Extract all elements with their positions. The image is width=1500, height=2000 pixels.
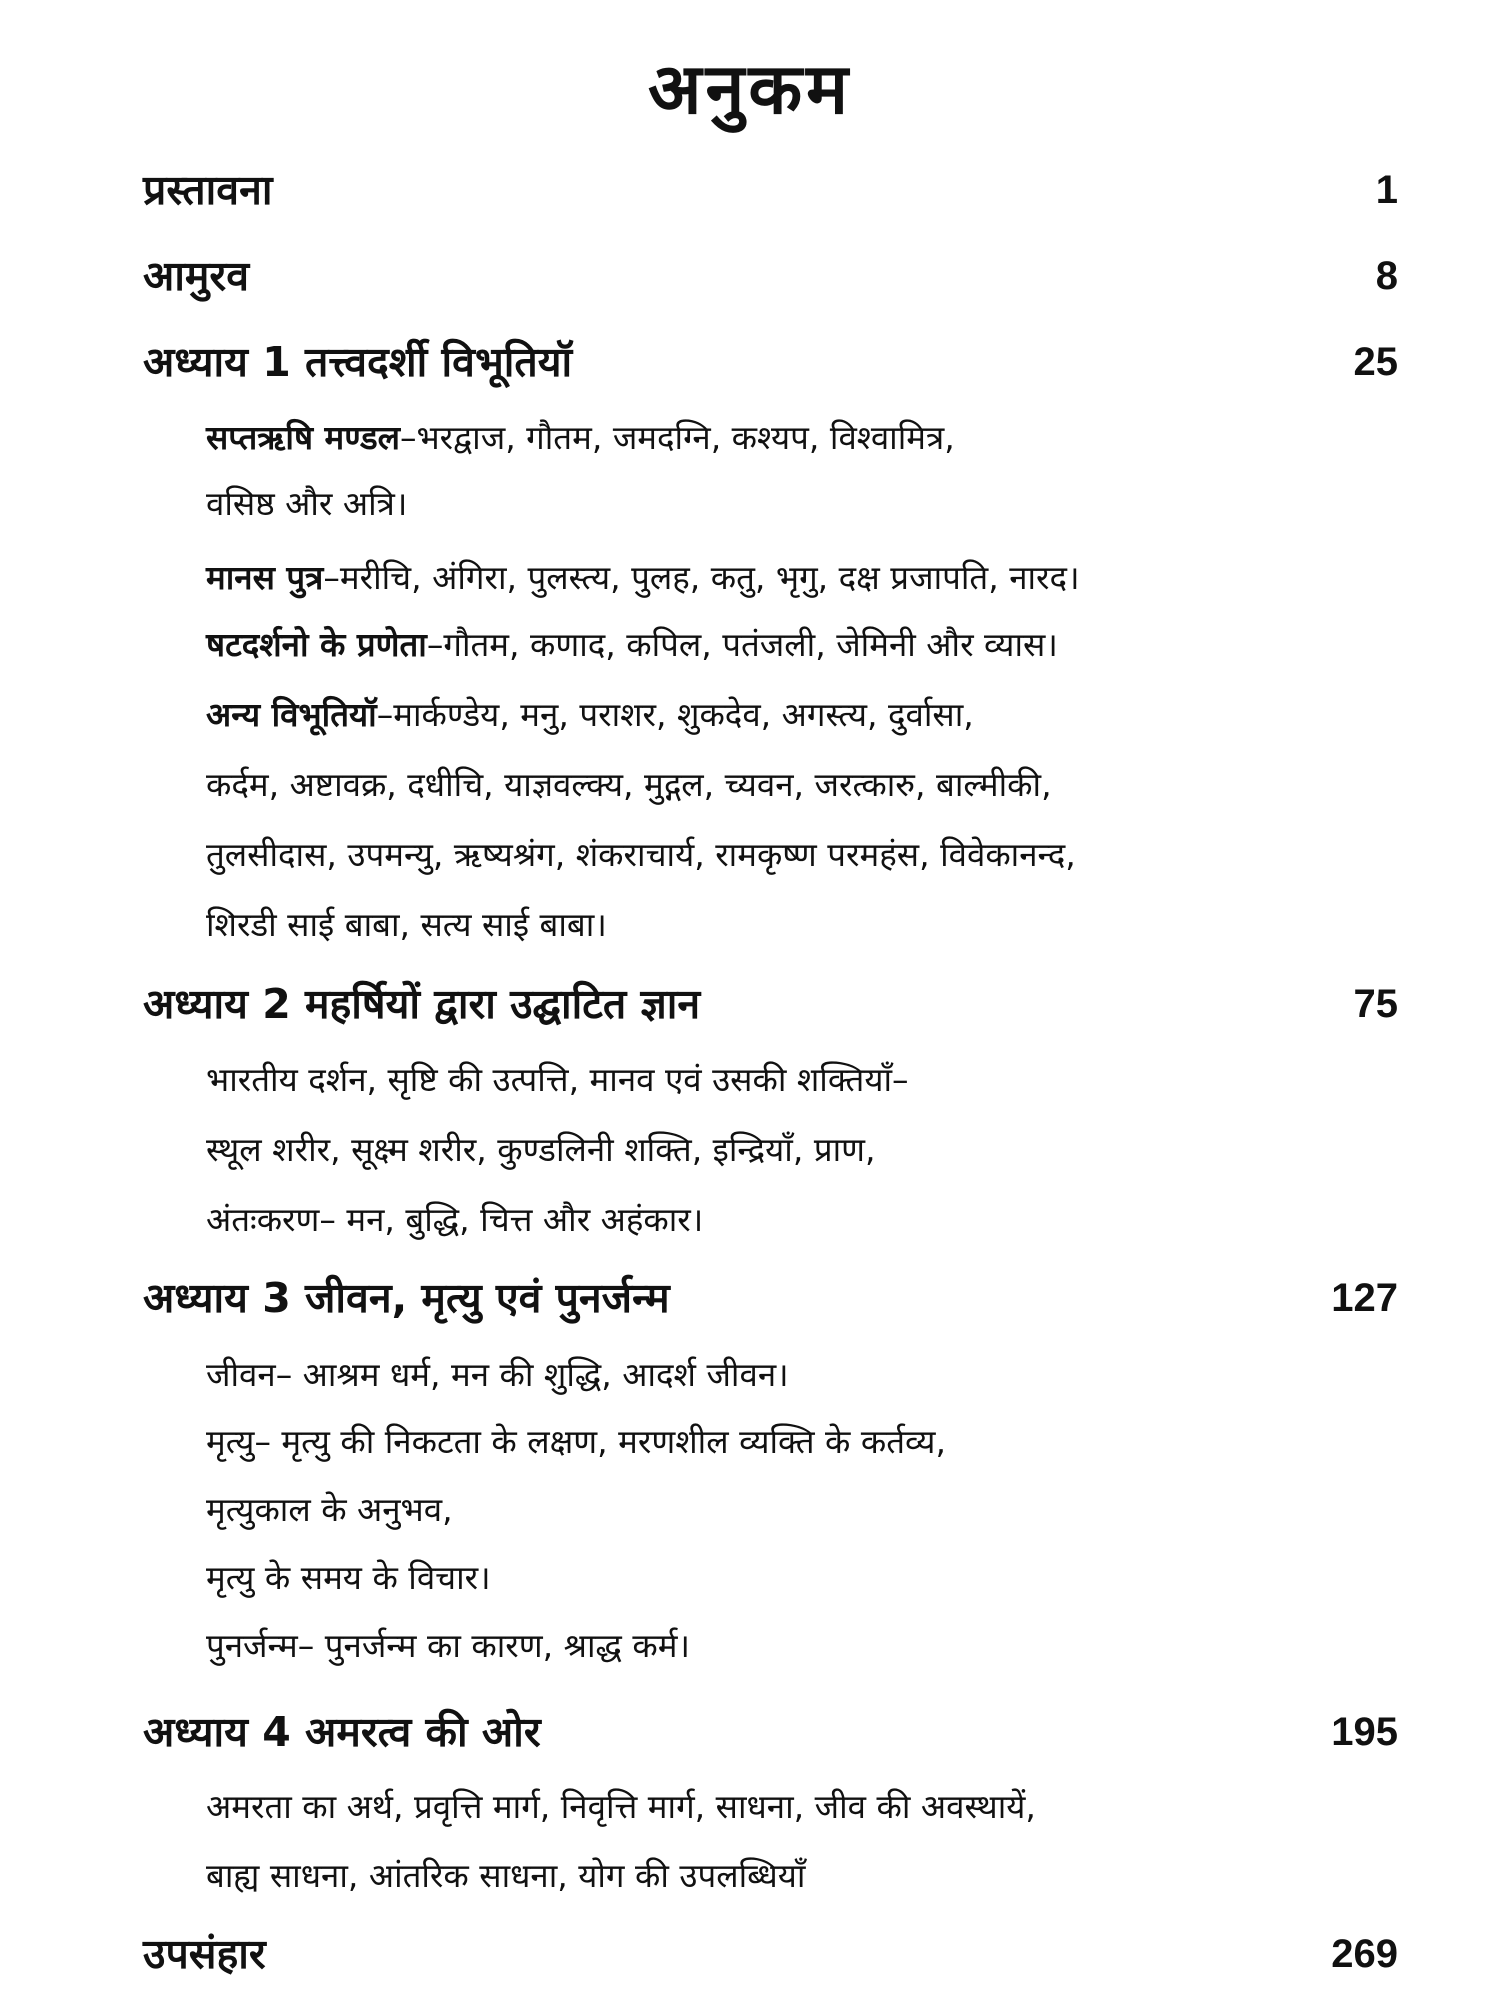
entry-label: उपसंहार [143,1930,266,1978]
toc-entry-amukh [143,248,1398,304]
chapter-2-line: अंतःकरण– मन, बुद्धि, चित्त और अहंकार। [206,1200,704,1239]
chapter-4-line: अमरता का अर्थ, प्रवृत्ति मार्ग, निवृत्ति मार्ग, साधना, जीव की अवस्थायें, [206,1787,1036,1826]
entry-page-number: 75 [1353,982,1398,1026]
toc-entry-chapter-1 [143,334,1398,390]
page-title: अनुकम [648,48,852,130]
entry-page-number: 8 [1375,254,1398,298]
entry-label: अध्याय 1 तत्त्वदर्शी विभूतियॉ [143,338,573,386]
chapter-2-line: भारतीय दर्शन, सृष्टि की उत्पत्ति, मानव एवं उसकी शक्तियाँ– [206,1060,909,1099]
chapter-1-line: सप्तऋषि मण्डल–भरद्वाज, गौतम, जमदग्नि, कश्यप, विश्वामित्र, [206,418,955,457]
entry-page-number: 127 [1331,1276,1398,1320]
entry-label: प्रस्तावना [143,166,273,214]
entry-page-number: 1 [1375,168,1398,212]
chapter-4-line: बाह्य साधना, आंतरिक साधना, योग की उपलब्धियाँ [206,1856,806,1895]
entry-label: अध्याय 3 जीवन, मृत्यु एवं पुनर्जन्म [143,1274,670,1322]
chapter-3-line: जीवन– आश्रम धर्म, मन की शुद्धि, आदर्श जीवन। [206,1355,789,1394]
chapter-3-line: पुनर्जन्म– पुनर्जन्म का कारण, श्राद्ध कर्म। [206,1626,690,1665]
chapter-3-line: मृत्युकाल के अनुभव, [206,1490,453,1529]
chapter-3-line: मृत्यु के समय के विचार। [206,1558,491,1597]
toc-entry-chapter-3 [143,1270,1398,1326]
chapter-3-line: मृत्यु– मृत्यु की निकटता के लक्षण, मरणशील व्यक्ति के कर्तव्य, [206,1422,946,1461]
chapter-1-line: तुलसीदास, उपमन्यु, ऋष्यश्रंग, शंकराचार्य, रामकृष्ण परमहंस, विवेकानन्द, [206,835,1076,874]
entry-label: अध्याय 4 अमरत्व की ओर [143,1708,541,1756]
entry-label: आमुरव [143,252,249,300]
chapter-2-line: स्थूल शरीर, सूक्ष्म शरीर, कुण्डलिनी शक्ति, इन्द्रियाँ, प्राण, [206,1130,876,1169]
chapter-1-line: वसिष्ठ और अत्रि। [206,484,408,523]
toc-entry-chapter-4 [143,1704,1398,1760]
toc-entry-upsanhar [143,1926,1398,1982]
entry-page-number: 25 [1353,340,1398,384]
entry-page-number: 269 [1331,1932,1398,1976]
chapter-1-line: शिरडी साई बाबा, सत्य साई बाबा। [206,905,607,944]
chapter-1-line: मानस पुत्र–मरीचि, अंगिरा, पुलस्त्य, पुलह, कतु, भृगु, दक्ष प्रजापति, नारद। [206,558,1080,597]
chapter-1-line: कर्दम, अष्टावक्र, दधीचि, याज्ञवल्क्य, मुद्गल, च्यवन, जरत्कारु, बाल्मीकी, [206,765,1052,804]
toc-entry-chapter-2 [143,976,1398,1032]
toc-entry-prastavana [143,162,1398,218]
chapter-1-line: अन्य विभूतियॉ–मार्कण्डेय, मनु, पराशर, शुकदेव, अगस्त्य, दुर्वासा, [206,695,974,734]
entry-page-number: 195 [1331,1710,1398,1754]
chapter-1-line: षटदर्शनो के प्रणेता–गौतम, कणाद, कपिल, पतंजली, जेमिनी और व्यास। [206,625,1058,664]
entry-label: अध्याय 2 महर्षियों द्वारा उद्घाटित ज्ञान [143,980,701,1028]
